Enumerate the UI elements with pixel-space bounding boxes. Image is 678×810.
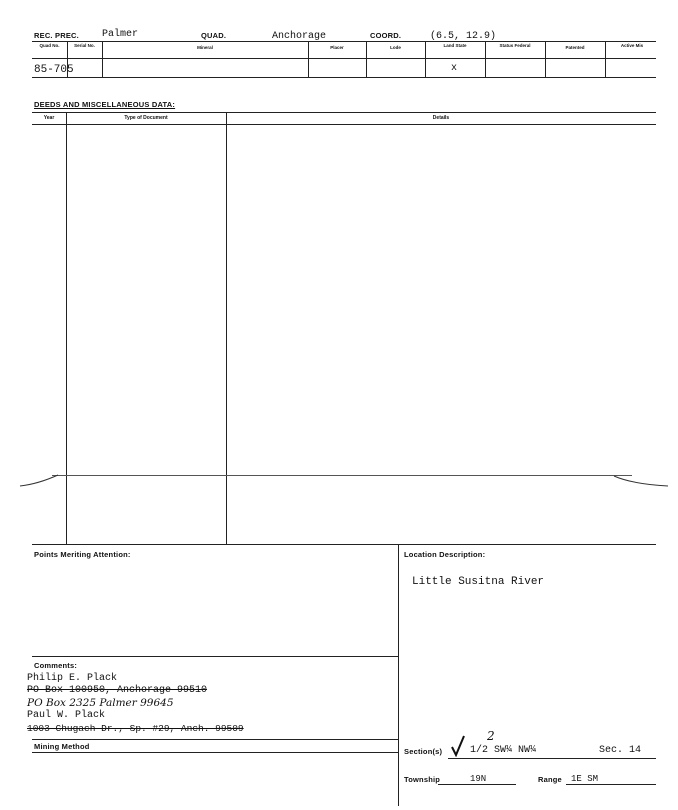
deeds-col-type: Type of Document (124, 115, 168, 121)
section-underline (448, 758, 656, 759)
mining-rule (32, 739, 398, 740)
deeds-top-rule (32, 112, 656, 113)
col-land-state: Land State (443, 43, 467, 48)
coord-label: COORD. (370, 31, 402, 40)
comments-label: Comments: (34, 661, 78, 670)
location-label: Location Description: (404, 550, 486, 559)
deeds-bottom-rule (32, 544, 656, 545)
row-bottom-rule (32, 77, 656, 78)
deeds-col-details: Details (432, 115, 450, 121)
mining-method-label: Mining Method (34, 742, 90, 751)
comment-line-5: 1003 Chugach Dr., Sp. #29, Anch. 99509 (27, 723, 244, 734)
section-label: Section(s) (404, 747, 443, 756)
section-sec: Sec. 14 (599, 745, 642, 756)
deeds-header-rule (32, 124, 656, 125)
township-label: Township (404, 775, 441, 784)
rec-prec-label: REC. PREC. (34, 31, 79, 40)
comment-line-2: PO Box 100950, Anchorage 99510 (27, 685, 208, 696)
deeds-section-title: DEEDS AND MISCELLANEOUS DATA: (34, 100, 176, 109)
deeds-sep-year (66, 112, 67, 544)
section-hand-top: 2 (487, 729, 495, 743)
coord-value: (6.5, 12.9) (430, 31, 497, 42)
comment-line-3: PO Box 2325 Palmer 99645 (27, 697, 174, 709)
comments-rule (32, 656, 398, 657)
bottom-divider (398, 544, 399, 806)
range-underline (566, 784, 656, 785)
fold-curve-right (612, 466, 672, 490)
range-label: Range (538, 775, 562, 784)
township-underline (438, 784, 516, 785)
col-serial-no: Serial No. (74, 43, 95, 48)
points-label: Points Meriting Attention: (34, 550, 131, 559)
col-placer: Placer (330, 45, 344, 50)
fold-curve-left (18, 466, 62, 490)
col-lode: Lode (390, 45, 401, 50)
col-active-mis: Active Mis (620, 43, 644, 48)
header-rule (32, 41, 656, 42)
section-value: 1/2 SW¼ NW¼ (470, 745, 537, 756)
comment-line-1: Philip E. Plack (27, 673, 118, 684)
col-status-federal: Status Federal (499, 43, 531, 48)
comment-line-4: Paul W. Plack (27, 710, 106, 721)
location-value: Little Susitna River (412, 576, 545, 588)
mining-underline (32, 752, 398, 753)
col-sep (425, 41, 426, 77)
deeds-col-year: Year (43, 115, 55, 121)
row-land-state-mark: x (451, 63, 458, 74)
col-mineral: Mineral (197, 45, 213, 50)
column-header-rule (32, 58, 656, 59)
township-value: 19N (470, 774, 487, 784)
col-patented: Patented (565, 45, 585, 50)
row-quad-no: 85-705 (34, 64, 74, 76)
col-quad-no: Quad No. (39, 43, 60, 48)
quad-value: Anchorage (272, 31, 327, 42)
rec-prec-value: Palmer (102, 29, 139, 40)
range-value: 1E SM (571, 774, 599, 784)
fold-line (52, 475, 632, 476)
col-sep (485, 41, 486, 77)
quad-label: QUAD. (201, 31, 227, 40)
deeds-sep-type (226, 112, 227, 544)
check-mark-icon (450, 733, 466, 757)
col-sep (605, 41, 606, 77)
